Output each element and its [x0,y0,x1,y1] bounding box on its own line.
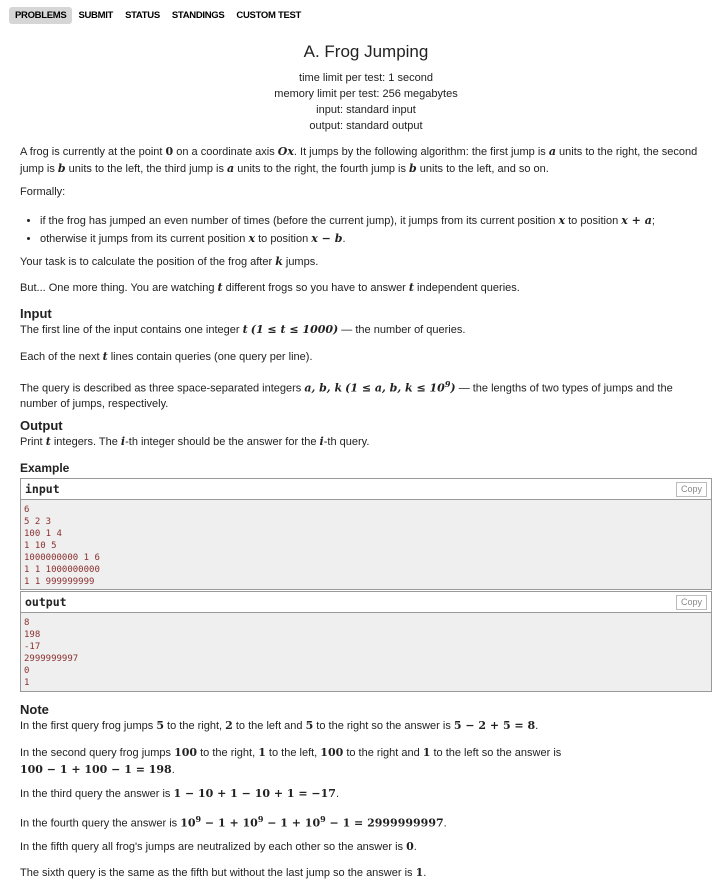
task-paragraph: Your task is to calculate the position of the frog after k jumps. [20,255,319,268]
example-heading: Example [20,461,70,475]
memory-limit: memory limit per test: 256 megabytes [274,88,458,100]
frogs-paragraph: But... One more thing. You are watching t different frogs so you have to answer t independent queries. [20,281,520,294]
input-heading: Input [20,306,52,321]
nav-standings[interactable]: STANDINGS [171,10,225,21]
statement-paragraph-1: A frog is currently at the point 0 on a coordinate axis Ox. It jumps by the following algorithm: the first jump is a units to the right, the second jump is b units to the left, the third jump is a units to the right, the fourth jump is b units to the left, and so on. [20,145,698,175]
nav-custom-test[interactable]: CUSTOM TEST [236,10,302,21]
rule-odd: • otherwise it jumps from its current position x to position x − b. [40,230,720,248]
input-source: input: standard input [316,104,416,116]
nav-status[interactable]: STATUS [125,10,160,21]
rule-even: • if the frog has jumped an even number of times (before the current jump), it jumps from its current position x to position x + a; [40,212,720,230]
rules-list [20,212,720,248]
problem-title: A. Frog Jumping [303,42,429,61]
output-heading: Output [20,418,63,433]
output-target: output: standard output [309,120,423,132]
problem-limits [0,70,720,134]
note-6: The sixth query is the same as the fifth but without the last jump so the answer is 1. [20,866,427,879]
nav-problems[interactable]: PROBLEMS [9,7,72,24]
input-paragraph-2: Each of the next t lines contain queries (one query per line). [20,350,313,363]
note-3: In the third query the answer is 1 − 10 + 1 − 10 + 1 = −17. [20,787,340,800]
example-output-box [20,591,712,692]
note-5: In the fifth query all frog's jumps are neutralized by each other so the answer is 0. [20,840,417,853]
note-1: In the first query frog jumps 5 to the right, 2 to the left and 5 to the right so the answer is 5 − 2 + 5 = 8. [20,719,539,732]
output-paragraph: Print t integers. The i-th integer should be the answer for the i-th query. [20,435,370,448]
input-paragraph-3: The query is described as three space-separated integers a, b, k (1 ≤ a, b, $k \le 10^9$) — the lengths of two types of jumps and the number of jumps, respectively. [20,379,673,411]
copy-input-button[interactable]: Copy [676,482,707,497]
note-heading: Note [20,702,49,717]
note-2: In the second query frog jumps 100 to the right, 1 to the left, 100 to the right and 1 to the left so the answer is 100 − 1 + 100 − 1 = 198. [20,746,562,776]
copy-output-button[interactable]: Copy [676,595,707,610]
example-input-header [21,479,711,500]
time-limit: time limit per test: 1 second [299,72,433,84]
example-input-label: input [25,482,60,496]
nav-submit[interactable]: SUBMIT [78,10,114,21]
formally-label: Formally: [20,186,66,198]
example-output-header [21,592,711,613]
top-navigation [9,7,307,24]
note-4: In the fourth query the answer is $10^9 - 1 + 10^9 - 1 + 10^9 - 1 = 2999999997$. [20,814,447,830]
example-output-text: 8 198 -17 2999999997 0 1 [24,618,79,688]
input-paragraph-1: The first line of the input contains one integer t (1 ≤ t ≤ 1000) — the number of queries. [20,323,466,336]
example-input-box [20,478,712,590]
example-input-text: 6 5 2 3 100 1 4 1 10 5 1000000000 1 6 1 1 1000000000 1 1 999999999 [24,505,100,587]
example-output-label: output [25,595,67,609]
